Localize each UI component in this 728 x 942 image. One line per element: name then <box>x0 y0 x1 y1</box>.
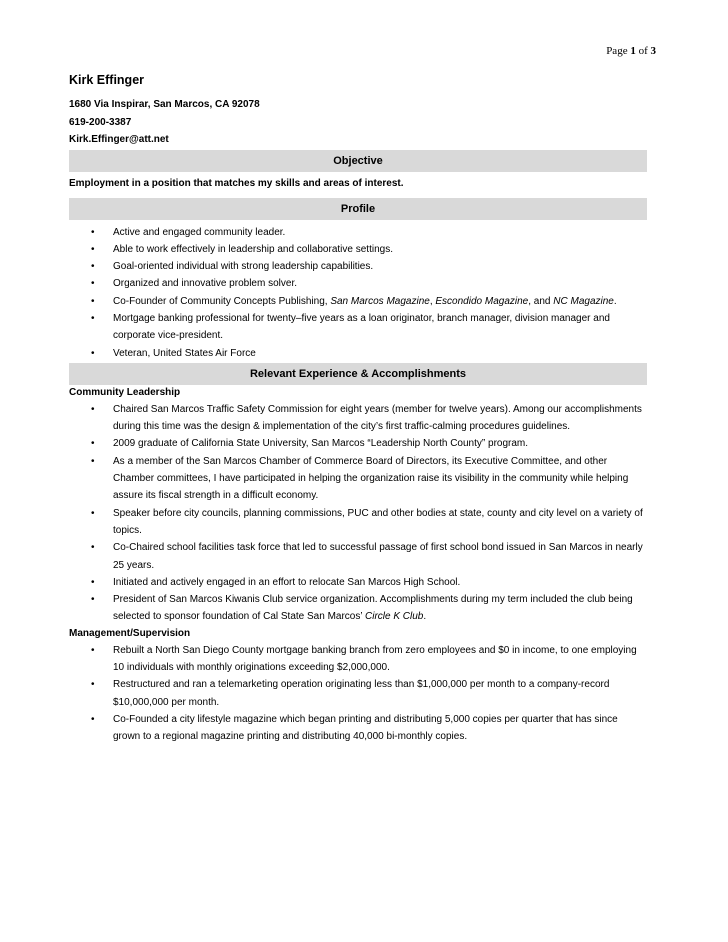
candidate-name: Kirk Effinger <box>69 73 145 87</box>
bullet-icon: • <box>91 403 95 415</box>
list-item: • Rebuilt a North San Diego County mortgage banking branch from zero employees and $0 in income, to one employing 10 individuals with monthly originations exceeding $2,000,000. <box>69 642 647 677</box>
list-item: • Veteran, United States Air Force <box>69 345 647 362</box>
list-item: • 2009 graduate of California State University, San Marcos “Leadership North County” program. <box>69 435 647 452</box>
bullet-icon: • <box>91 542 95 554</box>
profile-list <box>69 224 647 362</box>
bullet-icon: • <box>91 226 95 238</box>
bullet-icon: • <box>91 261 95 273</box>
list-item: • Chaired San Marcos Traffic Safety Commission for eight years (member for twelve years). Among our accomplishments during this time was the design & implementation of the city’s first traffic-calming procedures guidelines. <box>69 401 647 436</box>
bullet-icon: • <box>91 455 95 467</box>
experience-heading: Relevant Experience & Accomplishments <box>69 363 647 385</box>
bullet-icon: • <box>91 243 95 255</box>
bullet-icon: • <box>91 295 95 307</box>
resume-content <box>69 72 647 746</box>
management-list <box>69 642 647 746</box>
list-item: • Goal-oriented individual with strong leadership capabilities. <box>69 258 647 275</box>
page-label: Page <box>606 45 628 57</box>
list-item: • Organized and innovative problem solver. <box>69 275 647 292</box>
community-list <box>69 401 647 626</box>
management-heading: Management/Supervision <box>69 627 191 639</box>
list-item: • Able to work effectively in leadership and collaborative settings. <box>69 241 647 258</box>
list-item: • Mortgage banking professional for twenty–five years as a loan originator, branch manager, division manager and corporate vice-president. <box>69 310 647 345</box>
list-item: • Active and engaged community leader. <box>69 224 647 241</box>
bullet-icon: • <box>91 278 95 290</box>
bullet-icon: • <box>91 679 95 691</box>
phone: 619-200-3387 <box>69 116 132 128</box>
objective-heading: Objective <box>69 150 647 172</box>
list-item: • Initiated and actively engaged in an effort to relocate San Marcos High School. <box>69 574 647 591</box>
objective-text: Employment in a position that matches my skills and areas of interest. <box>69 177 404 189</box>
list-item: • Co-Chaired school facilities task force that led to successful passage of first school bond issued in San Marcos in nearly 25 years. <box>69 539 647 574</box>
bullet-icon: • <box>91 713 95 725</box>
page-of: of <box>638 45 648 57</box>
bullet-icon: • <box>91 438 95 450</box>
list-item: • Speaker before city councils, planning commissions, PUC and other bodies at state, county and city level on a variety of topics. <box>69 505 647 540</box>
bullet-icon: • <box>91 644 95 656</box>
page-total: 3 <box>650 45 656 57</box>
list-item: • Co-Founded a city lifestyle magazine which began printing and distributing 5,000 copies per quarter that has since grown to a regional magazine printing and distributing 40,000 bi-monthly copies. <box>69 711 647 746</box>
community-leadership-heading: Community Leadership <box>69 386 181 398</box>
bullet-icon: • <box>91 594 95 606</box>
page-number <box>606 45 656 57</box>
bullet-icon: • <box>91 312 95 324</box>
list-item: • President of San Marcos Kiwanis Club service organization. Accomplishments during my term included the club being selected to sponsor foundation of Cal State San Marcos’ Circle K Club. <box>69 591 647 626</box>
list-item: • As a member of the San Marcos Chamber of Commerce Board of Directors, its Executive Committee, and other Chamber committees, I have participated in helping the organization raise its visibility in the community while helping assure its fiscal strength in a difficult economy. <box>69 453 647 505</box>
bullet-icon: • <box>91 347 95 359</box>
bullet-icon: • <box>91 576 95 588</box>
page-current: 1 <box>630 45 636 57</box>
list-item: • Co-Founder of Community Concepts Publishing, San Marcos Magazine, Escondido Magazine, and NC Magazine. <box>69 293 647 310</box>
bullet-icon: • <box>91 507 95 519</box>
profile-heading: Profile <box>69 198 647 220</box>
list-item: • Restructured and ran a telemarketing operation originating less than $1,000,000 per month to a company-record $10,000,000 per month. <box>69 676 647 711</box>
address: 1680 Via Inspirar, San Marcos, CA 92078 <box>69 99 260 110</box>
email: Kirk.Effinger@att.net <box>69 134 169 145</box>
